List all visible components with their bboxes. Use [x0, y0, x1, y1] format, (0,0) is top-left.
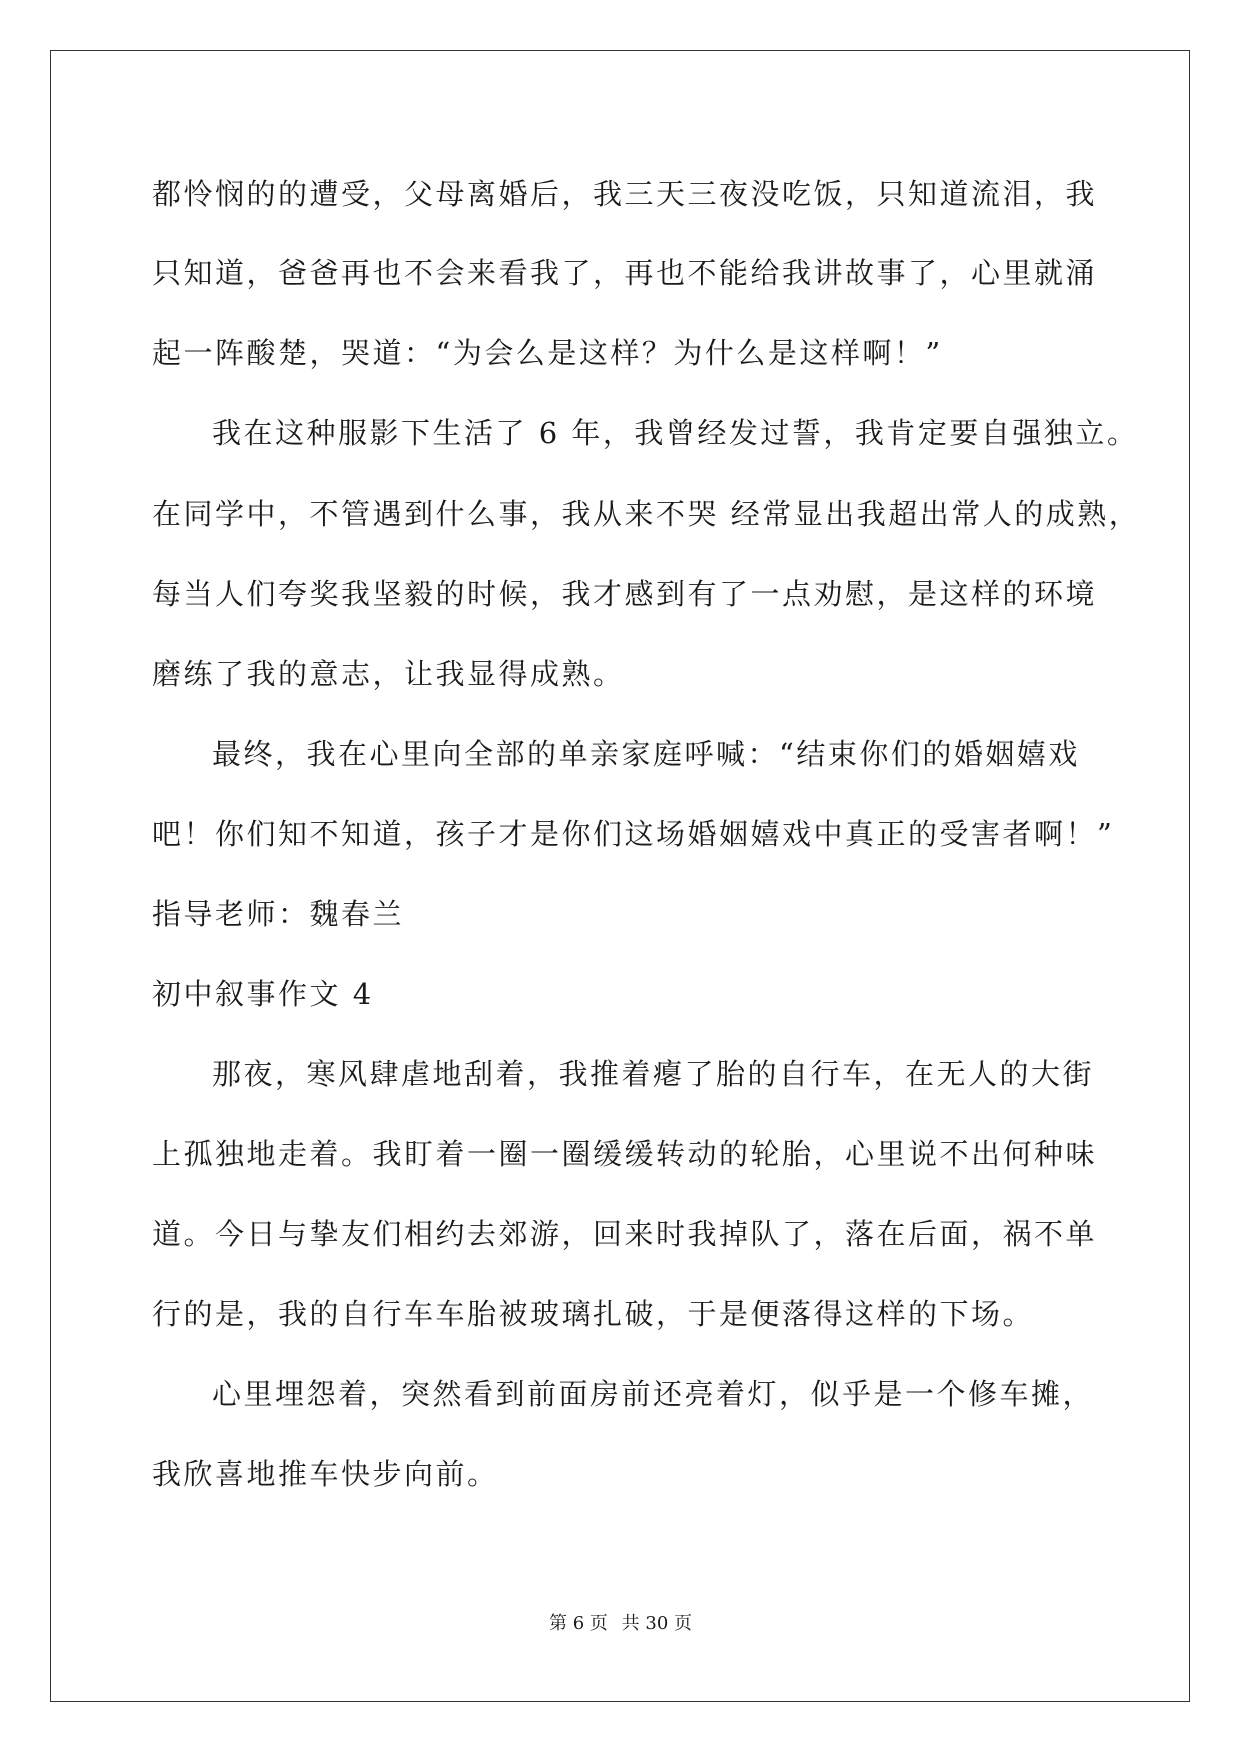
advisor-line: 指导老师：魏春兰: [152, 897, 405, 931]
text-line: 在同学中，不管遇到什么事，我从来不哭 经常显出我超出常人的成熟，: [152, 497, 1141, 531]
text-line: 只知道，爸爸再也不会来看我了，再也不能给我讲故事了，心里就涌: [152, 256, 1098, 290]
text-line: 磨练了我的意志，让我显得成熟。: [152, 657, 625, 691]
paragraph-first-line: 那夜，寒风肆虐地刮着，我推着瘪了胎的自行车，在无人的大街: [212, 1057, 1095, 1091]
text-line: 我欣喜地推车快步向前。: [152, 1457, 499, 1491]
text-line: 道。今日与挚友们相约去郊游，回来时我掉队了，落在后面，祸不单: [152, 1217, 1098, 1251]
text-line: 每当人们夸奖我坚毅的时候，我才感到有了一点劝慰，是这样的环境: [152, 577, 1098, 611]
paragraph-first-line: 心里埋怨着，突然看到前面房前还亮着灯，似乎是一个修车摊，: [212, 1377, 1095, 1411]
paragraph-first-line: 最终，我在心里向全部的单亲家庭呼喊：“结束你们的婚姻嬉戏: [212, 737, 1080, 771]
text-line: 起一阵酸楚，哭道：“为会么是这样？为什么是这样啊！”: [152, 336, 943, 370]
text-line: 行的是，我的自行车车胎被玻璃扎破，于是便落得这样的下场。: [152, 1297, 1035, 1331]
paragraph-first-line: 我在这种服影下生活了 6 年，我曾经发过誓，我肯定要自强独立。: [212, 416, 1139, 450]
text-line: 上孤独地走着。我盯着一圈一圈缓缓转动的轮胎，心里说不出何种味: [152, 1137, 1098, 1171]
page-frame: [50, 50, 1190, 1702]
page-footer: [0, 1609, 1241, 1635]
text-line: 都怜悯的的遭受，父母离婚后，我三天三夜没吃饭，只知道流泪，我: [152, 177, 1098, 211]
page-total: 共 30 页: [621, 1613, 692, 1634]
page-number: 第 6 页: [549, 1613, 608, 1634]
section-heading: 初中叙事作文 4: [152, 977, 374, 1011]
text-line: 吧！你们知不知道，孩子才是你们这场婚姻嬉戏中真正的受害者啊！”: [152, 817, 1115, 851]
